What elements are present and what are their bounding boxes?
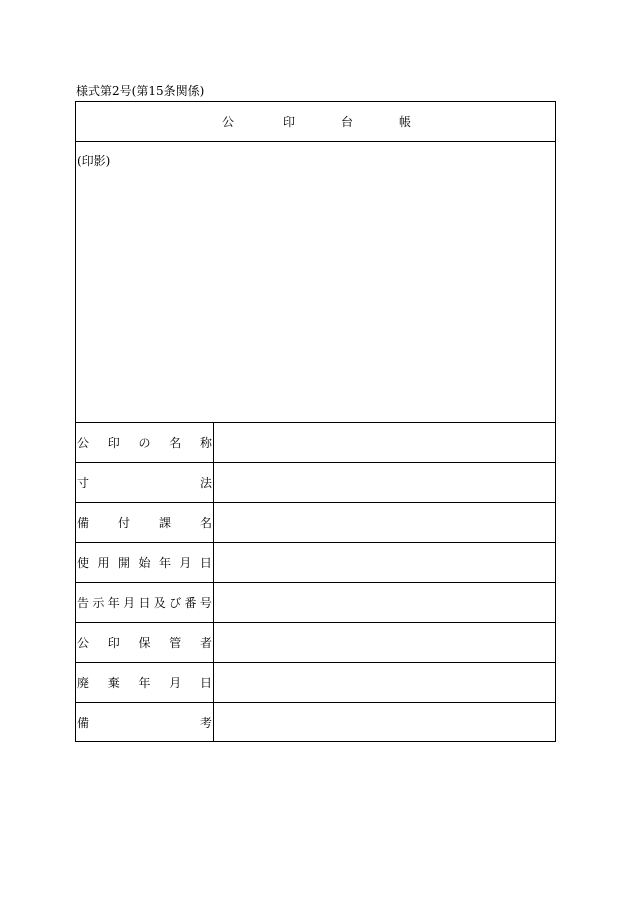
row-label-char: 告 [77, 596, 90, 610]
row-label-char: 法 [199, 476, 212, 490]
row-label [77, 515, 212, 531]
row-label-char: 課 [158, 516, 171, 530]
row-label-char: 廃 [77, 676, 90, 690]
row-label-char: 管 [169, 636, 182, 650]
row-label-char: 使 [77, 556, 90, 570]
row-label-char: 備 [77, 516, 90, 530]
row-label-char: 号 [199, 596, 212, 610]
row-label-char: 年 [138, 676, 151, 690]
row-label-char: 月 [179, 556, 192, 570]
row-label-char: 月 [169, 676, 182, 690]
row-label-cell [76, 543, 214, 582]
row-label-char: 称 [199, 436, 212, 450]
ledger-row [76, 423, 555, 463]
ledger-row [76, 703, 555, 742]
row-value-cell[interactable] [214, 583, 555, 622]
row-label-char: 開 [117, 556, 130, 570]
row-value-cell[interactable] [214, 423, 555, 462]
row-label-char: 年 [107, 596, 120, 610]
row-label [77, 435, 212, 451]
seal-impression-label: (印影) [77, 154, 111, 168]
row-label [77, 715, 212, 731]
row-label-char: 番 [184, 596, 197, 610]
row-label-cell [76, 623, 214, 662]
row-label-char: 棄 [107, 676, 120, 690]
row-label-char: の [138, 436, 151, 450]
ledger-title-row [76, 102, 555, 142]
row-value-cell[interactable] [214, 623, 555, 662]
ledger-rows [76, 423, 555, 742]
seal-impression-area[interactable] [76, 142, 555, 423]
row-label-char: 日 [199, 556, 212, 570]
seal-ledger-table [75, 101, 556, 742]
form-number-label: 様式第2号(第15条関係) [76, 84, 205, 98]
row-label-cell [76, 423, 214, 462]
title-char: 印 [283, 115, 296, 129]
row-value-cell[interactable] [214, 543, 555, 582]
row-label-char: 備 [77, 716, 90, 730]
row-label-char: 公 [77, 636, 90, 650]
row-label-cell [76, 663, 214, 702]
row-label-char: 示 [92, 596, 105, 610]
row-label [77, 555, 212, 571]
row-label [77, 595, 212, 611]
row-label-char: 月 [123, 596, 136, 610]
title-char: 帳 [399, 115, 412, 129]
row-label [77, 675, 212, 691]
row-label-char: 名 [199, 516, 212, 530]
row-label-char: 用 [97, 556, 110, 570]
row-label-char: 印 [107, 636, 120, 650]
row-label-char: 名 [169, 436, 182, 450]
title-char: 公 [222, 115, 235, 129]
ledger-row [76, 463, 555, 503]
ledger-row [76, 543, 555, 583]
row-label-char: 年 [158, 556, 171, 570]
row-label [77, 475, 212, 491]
ledger-row [76, 503, 555, 543]
row-label-char: 印 [107, 436, 120, 450]
row-label-cell [76, 463, 214, 502]
row-value-cell[interactable] [214, 663, 555, 702]
row-value-cell[interactable] [214, 503, 555, 542]
row-label-char: 者 [199, 636, 212, 650]
row-label-char: 日 [138, 596, 151, 610]
row-label-cell [76, 503, 214, 542]
row-value-cell[interactable] [214, 463, 555, 502]
row-label-char: 及 [153, 596, 166, 610]
row-value-cell[interactable] [214, 703, 555, 742]
row-label-char: 考 [199, 716, 212, 730]
row-label-char: び [169, 596, 182, 610]
row-label-cell [76, 583, 214, 622]
row-label-char: 保 [138, 636, 151, 650]
row-label-char: 日 [199, 676, 212, 690]
ledger-row [76, 623, 555, 663]
ledger-row [76, 663, 555, 703]
title-char: 台 [341, 115, 354, 129]
ledger-row [76, 583, 555, 623]
row-label-cell [76, 703, 214, 742]
row-label-char: 寸 [77, 476, 90, 490]
row-label-char: 公 [77, 436, 90, 450]
row-label-char: 付 [117, 516, 130, 530]
row-label [77, 635, 212, 651]
row-label-char: 始 [138, 556, 151, 570]
